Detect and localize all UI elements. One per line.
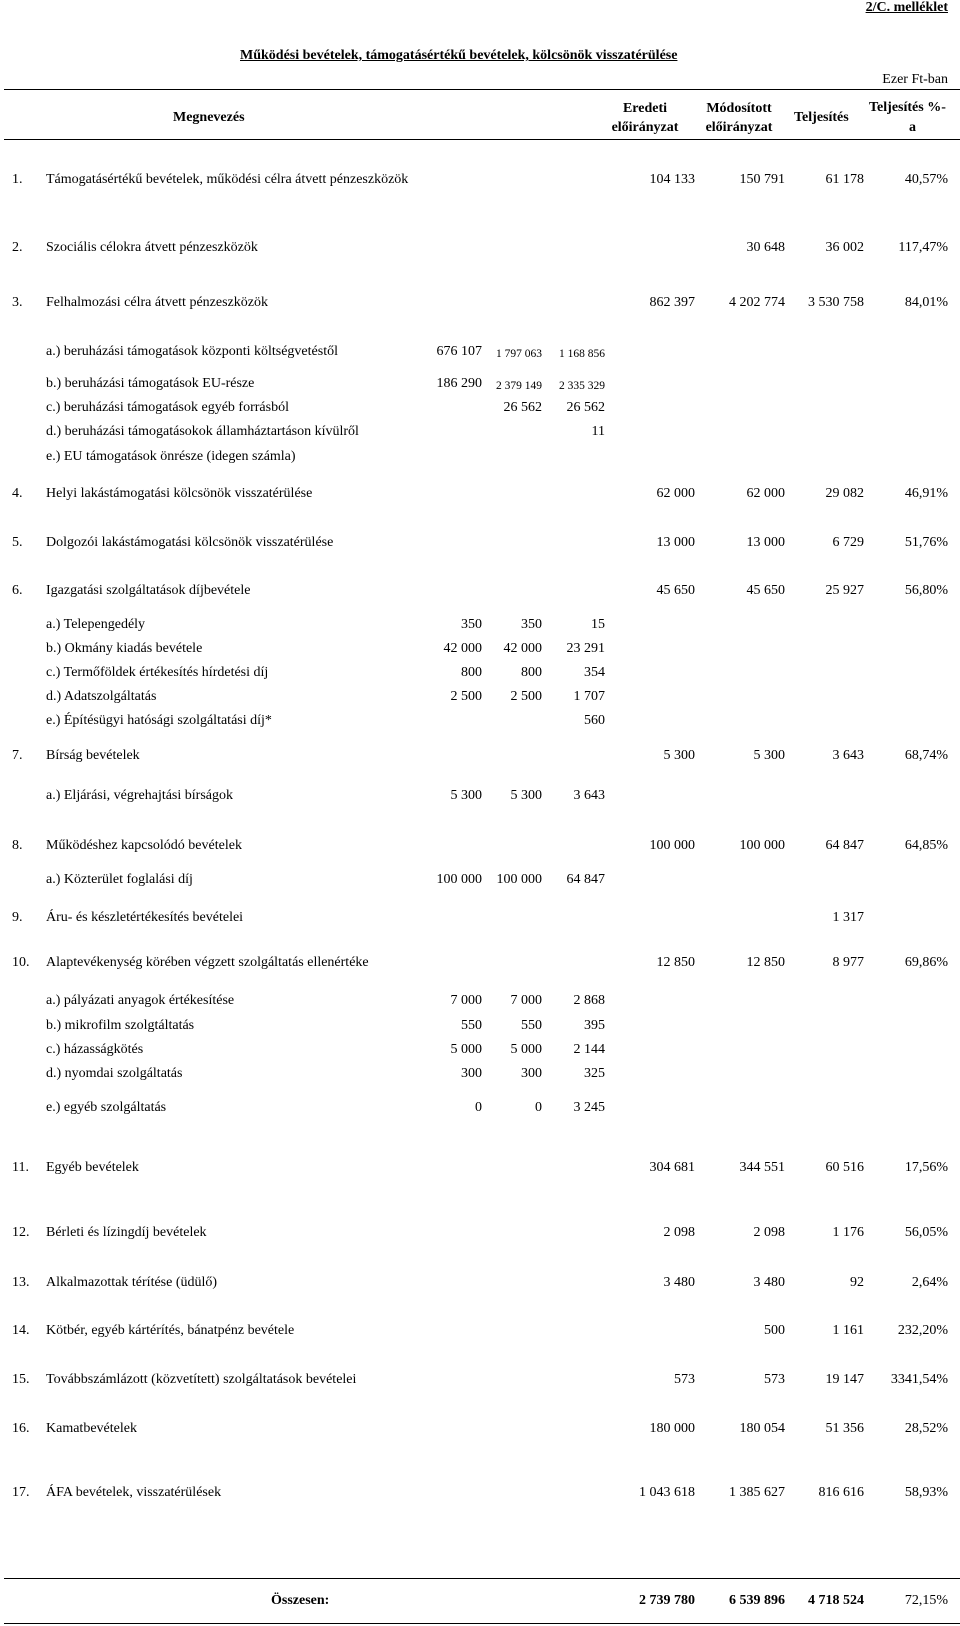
sub-row-original: 676 107: [436, 344, 482, 359]
annex-label: 2/C. melléklet: [865, 0, 948, 15]
main-row-actual: 19 147: [825, 1372, 864, 1387]
main-row-label: Továbbszámlázott (közvetített) szolgáltatások bevételei: [46, 1372, 357, 1387]
main-row-label: Helyi lakástámogatási kölcsönök visszatérülése: [46, 486, 313, 501]
sub-row-actual: 2 144: [573, 1042, 605, 1057]
main-row-original: 1 043 618: [639, 1485, 695, 1500]
main-row-actual: 8 977: [832, 955, 864, 970]
sub-row-modified: 26 562: [503, 400, 542, 415]
sub-row-modified: 2 379 149: [496, 380, 542, 392]
sub-row-modified: 300: [521, 1066, 542, 1081]
sub-row-label: b.) mikrofilm szolgtáltatás: [46, 1018, 195, 1033]
sub-row-original: 0: [475, 1100, 482, 1115]
sub-row-original: 800: [461, 665, 482, 680]
main-row-percent: 232,20%: [897, 1323, 948, 1338]
header-actual: Teljesítés: [794, 110, 849, 125]
sub-row-actual: 560: [584, 713, 605, 728]
main-row-percent: 84,01%: [904, 295, 948, 310]
main-row-actual: 1 161: [832, 1323, 864, 1338]
main-row-actual: 25 927: [825, 583, 864, 598]
main-row-number: 11.: [12, 1160, 29, 1175]
main-row-original: 100 000: [649, 838, 695, 853]
sub-row-original: 5 000: [450, 1042, 482, 1057]
sub-row-modified: 350: [521, 617, 542, 632]
sub-row-modified: 42 000: [503, 641, 542, 656]
total-original: 2 739 780: [639, 1593, 695, 1608]
main-row-number: 16.: [12, 1421, 30, 1436]
sub-row-modified: 7 000: [510, 993, 542, 1008]
sub-row-modified: 1 797 063: [496, 348, 542, 360]
sub-row-label: b.) Okmány kiadás bevétele: [46, 641, 203, 656]
sub-row-actual: 2 335 329: [559, 380, 605, 392]
sub-row-actual: 15: [591, 617, 605, 632]
main-row-number: 12.: [12, 1225, 30, 1240]
sub-row-label: a.) beruházási támogatások központi költségvetéstől: [46, 344, 338, 359]
main-row-original: 2 098: [663, 1225, 695, 1240]
main-row-actual: 64 847: [825, 838, 864, 853]
main-row-original: 104 133: [649, 172, 695, 187]
sub-row-original: 550: [461, 1018, 482, 1033]
main-row-modified: 344 551: [739, 1160, 785, 1175]
sub-row-label: a.) Közterület foglalási díj: [46, 872, 193, 887]
main-row-modified: 3 480: [753, 1275, 785, 1290]
main-row-original: 45 650: [656, 583, 695, 598]
main-row-modified: 4 202 774: [729, 295, 785, 310]
main-row-modified: 13 000: [746, 535, 785, 550]
main-row-number: 3.: [12, 295, 23, 310]
total-actual: 4 718 524: [808, 1593, 864, 1608]
main-row-label: ÁFA bevételek, visszatérülések: [46, 1485, 222, 1500]
main-row-modified: 1 385 627: [729, 1485, 785, 1500]
main-row-actual: 3 643: [832, 748, 864, 763]
main-row-percent: 64,85%: [904, 838, 948, 853]
sub-row-actual: 3 643: [573, 788, 605, 803]
total-percent: 72,15%: [904, 1593, 948, 1608]
main-row-modified: 500: [764, 1323, 785, 1338]
main-row-modified: 180 054: [739, 1421, 785, 1436]
header-original-1: Eredeti: [622, 101, 668, 116]
main-row-actual: 60 516: [825, 1160, 864, 1175]
main-row-label: Szociális célokra átvett pénzeszközök: [46, 240, 258, 255]
main-row-percent: 3341,54%: [890, 1372, 948, 1387]
main-row-percent: 58,93%: [904, 1485, 948, 1500]
sub-row-modified: 5 000: [510, 1042, 542, 1057]
main-row-percent: 117,47%: [898, 240, 948, 255]
header-percent-1: Teljesítés %-: [869, 100, 946, 115]
total-label: Összesen:: [271, 1593, 330, 1608]
sub-row-label: d.) nyomdai szolgáltatás: [46, 1066, 183, 1081]
main-row-original: 573: [674, 1372, 695, 1387]
main-row-label: Bérleti és lízingdíj bevételek: [46, 1225, 207, 1240]
main-row-modified: 62 000: [746, 486, 785, 501]
main-row-number: 2.: [12, 240, 23, 255]
sub-row-label: c.) házasságkötés: [46, 1042, 144, 1057]
sub-row-label: b.) beruházási támogatások EU-része: [46, 376, 255, 391]
sub-row-label: d.) Adatszolgáltatás: [46, 689, 157, 704]
main-row-original: 13 000: [656, 535, 695, 550]
main-row-actual: 61 178: [825, 172, 864, 187]
main-row-label: Egyéb bevételek: [46, 1160, 139, 1175]
sub-row-label: e.) EU támogatások önrésze (idegen számla): [46, 449, 296, 464]
main-row-modified: 2 098: [753, 1225, 785, 1240]
main-row-label: Felhalmozási célra átvett pénzeszközök: [46, 295, 268, 310]
sub-row-original: 186 290: [436, 376, 482, 391]
main-row-actual: 1 176: [832, 1225, 864, 1240]
main-row-actual: 3 530 758: [808, 295, 864, 310]
sub-row-original: 100 000: [436, 872, 482, 887]
main-row-modified: 12 850: [746, 955, 785, 970]
sub-row-modified: 5 300: [510, 788, 542, 803]
sub-row-original: 5 300: [450, 788, 482, 803]
main-row-actual: 51 356: [825, 1421, 864, 1436]
main-row-label: Működéshez kapcsolódó bevételek: [46, 838, 242, 853]
sub-row-actual: 354: [584, 665, 605, 680]
sub-row-modified: 800: [521, 665, 542, 680]
sub-row-actual: 1 168 856: [559, 348, 605, 360]
header-name: Megnevezés: [173, 110, 245, 125]
main-row-label: Alaptevékenység körében végzett szolgáltatás ellenértéke: [46, 955, 369, 970]
header-modified-2: előirányzat: [705, 120, 773, 135]
main-row-actual: 36 002: [825, 240, 864, 255]
sub-row-actual: 2 868: [573, 993, 605, 1008]
total-modified: 6 539 896: [729, 1593, 785, 1608]
main-row-actual: 1 317: [832, 910, 864, 925]
main-row-number: 7.: [12, 748, 23, 763]
main-row-percent: 56,80%: [904, 583, 948, 598]
header-original-2: előirányzat: [611, 120, 679, 135]
main-row-percent: 46,91%: [904, 486, 948, 501]
main-row-actual: 816 616: [818, 1485, 864, 1500]
sub-row-label: c.) beruházási támogatások egyéb forrásból: [46, 400, 289, 415]
sub-row-label: a.) Eljárási, végrehajtási bírságok: [46, 788, 233, 803]
sub-row-label: d.) beruházási támogatásokok államháztartáson kívülről: [46, 424, 359, 439]
main-row-actual: 92: [850, 1275, 864, 1290]
sub-row-label: e.) Építésügyi hatósági szolgáltatási díj*: [46, 713, 272, 728]
header-top-rule: [4, 89, 960, 90]
main-row-percent: 68,74%: [904, 748, 948, 763]
total-top-rule: [4, 1578, 960, 1579]
main-row-original: 304 681: [649, 1160, 695, 1175]
main-row-original: 180 000: [649, 1421, 695, 1436]
sub-row-actual: 325: [584, 1066, 605, 1081]
main-row-label: Kamatbevételek: [46, 1421, 137, 1436]
total-bottom-rule: [4, 1623, 960, 1624]
sub-row-original: 350: [461, 617, 482, 632]
main-row-percent: 69,86%: [904, 955, 948, 970]
document-title: Működési bevételek, támogatásértékű bevételek, kölcsönök visszatérülése: [240, 48, 678, 63]
main-row-percent: 2,64%: [911, 1275, 948, 1290]
main-row-number: 8.: [12, 838, 23, 853]
main-row-number: 5.: [12, 535, 23, 550]
sub-row-modified: 550: [521, 1018, 542, 1033]
main-row-number: 15.: [12, 1372, 30, 1387]
main-row-label: Bírság bevételek: [46, 748, 140, 763]
main-row-percent: 28,52%: [904, 1421, 948, 1436]
main-row-label: Dolgozói lakástámogatási kölcsönök visszatérülése: [46, 535, 334, 550]
main-row-number: 13.: [12, 1275, 30, 1290]
main-row-modified: 573: [764, 1372, 785, 1387]
unit-label: Ezer Ft-ban: [882, 72, 948, 87]
main-row-modified: 100 000: [739, 838, 785, 853]
main-row-percent: 40,57%: [904, 172, 948, 187]
main-row-number: 4.: [12, 486, 23, 501]
sub-row-original: 2 500: [450, 689, 482, 704]
sub-row-original: 300: [461, 1066, 482, 1081]
sub-row-label: a.) Telepengedély: [46, 617, 146, 632]
main-row-modified: 150 791: [739, 172, 785, 187]
main-row-number: 14.: [12, 1323, 30, 1338]
sub-row-modified: 100 000: [496, 872, 542, 887]
main-row-number: 6.: [12, 583, 23, 598]
main-row-percent: 17,56%: [904, 1160, 948, 1175]
header-bottom-rule: [4, 139, 960, 140]
main-row-label: Alkalmazottak térítése (üdülő): [46, 1275, 218, 1290]
main-row-number: 1.: [12, 172, 23, 187]
header-modified-1: Módosított: [706, 101, 772, 116]
sub-row-modified: 0: [535, 1100, 542, 1115]
main-row-percent: 51,76%: [904, 535, 948, 550]
main-row-original: 5 300: [663, 748, 695, 763]
main-row-original: 862 397: [649, 295, 695, 310]
main-row-modified: 5 300: [753, 748, 785, 763]
sub-row-original: 7 000: [450, 993, 482, 1008]
main-row-original: 12 850: [656, 955, 695, 970]
main-row-modified: 30 648: [746, 240, 785, 255]
sub-row-original: 42 000: [443, 641, 482, 656]
main-row-modified: 45 650: [746, 583, 785, 598]
main-row-number: 17.: [12, 1485, 30, 1500]
sub-row-label: a.) pályázati anyagok értékesítése: [46, 993, 235, 1008]
main-row-label: Igazgatási szolgáltatások díjbevétele: [46, 583, 251, 598]
main-row-number: 10.: [12, 955, 30, 970]
main-row-number: 9.: [12, 910, 23, 925]
sub-row-label: e.) egyéb szolgáltatás: [46, 1100, 167, 1115]
sub-row-actual: 64 847: [566, 872, 605, 887]
sub-row-actual: 3 245: [573, 1100, 605, 1115]
sub-row-label: c.) Termőföldek értékesítés hírdetési díj: [46, 665, 269, 680]
main-row-percent: 56,05%: [904, 1225, 948, 1240]
main-row-original: 62 000: [656, 486, 695, 501]
main-row-label: Kötbér, egyéb kártérítés, bánatpénz bevétele: [46, 1323, 295, 1338]
main-row-label: Támogatásértékű bevételek, működési célra átvett pénzeszközök: [46, 172, 409, 187]
sub-row-actual: 26 562: [566, 400, 605, 415]
sub-row-actual: 395: [584, 1018, 605, 1033]
main-row-actual: 6 729: [832, 535, 864, 550]
main-row-original: 3 480: [663, 1275, 695, 1290]
main-row-label: Áru- és készletértékesítés bevételei: [46, 910, 244, 925]
main-row-actual: 29 082: [825, 486, 864, 501]
header-percent-2: a: [909, 120, 916, 135]
sub-row-actual: 23 291: [566, 641, 605, 656]
sub-row-actual: 11: [591, 424, 605, 439]
sub-row-actual: 1 707: [573, 689, 605, 704]
sub-row-modified: 2 500: [510, 689, 542, 704]
